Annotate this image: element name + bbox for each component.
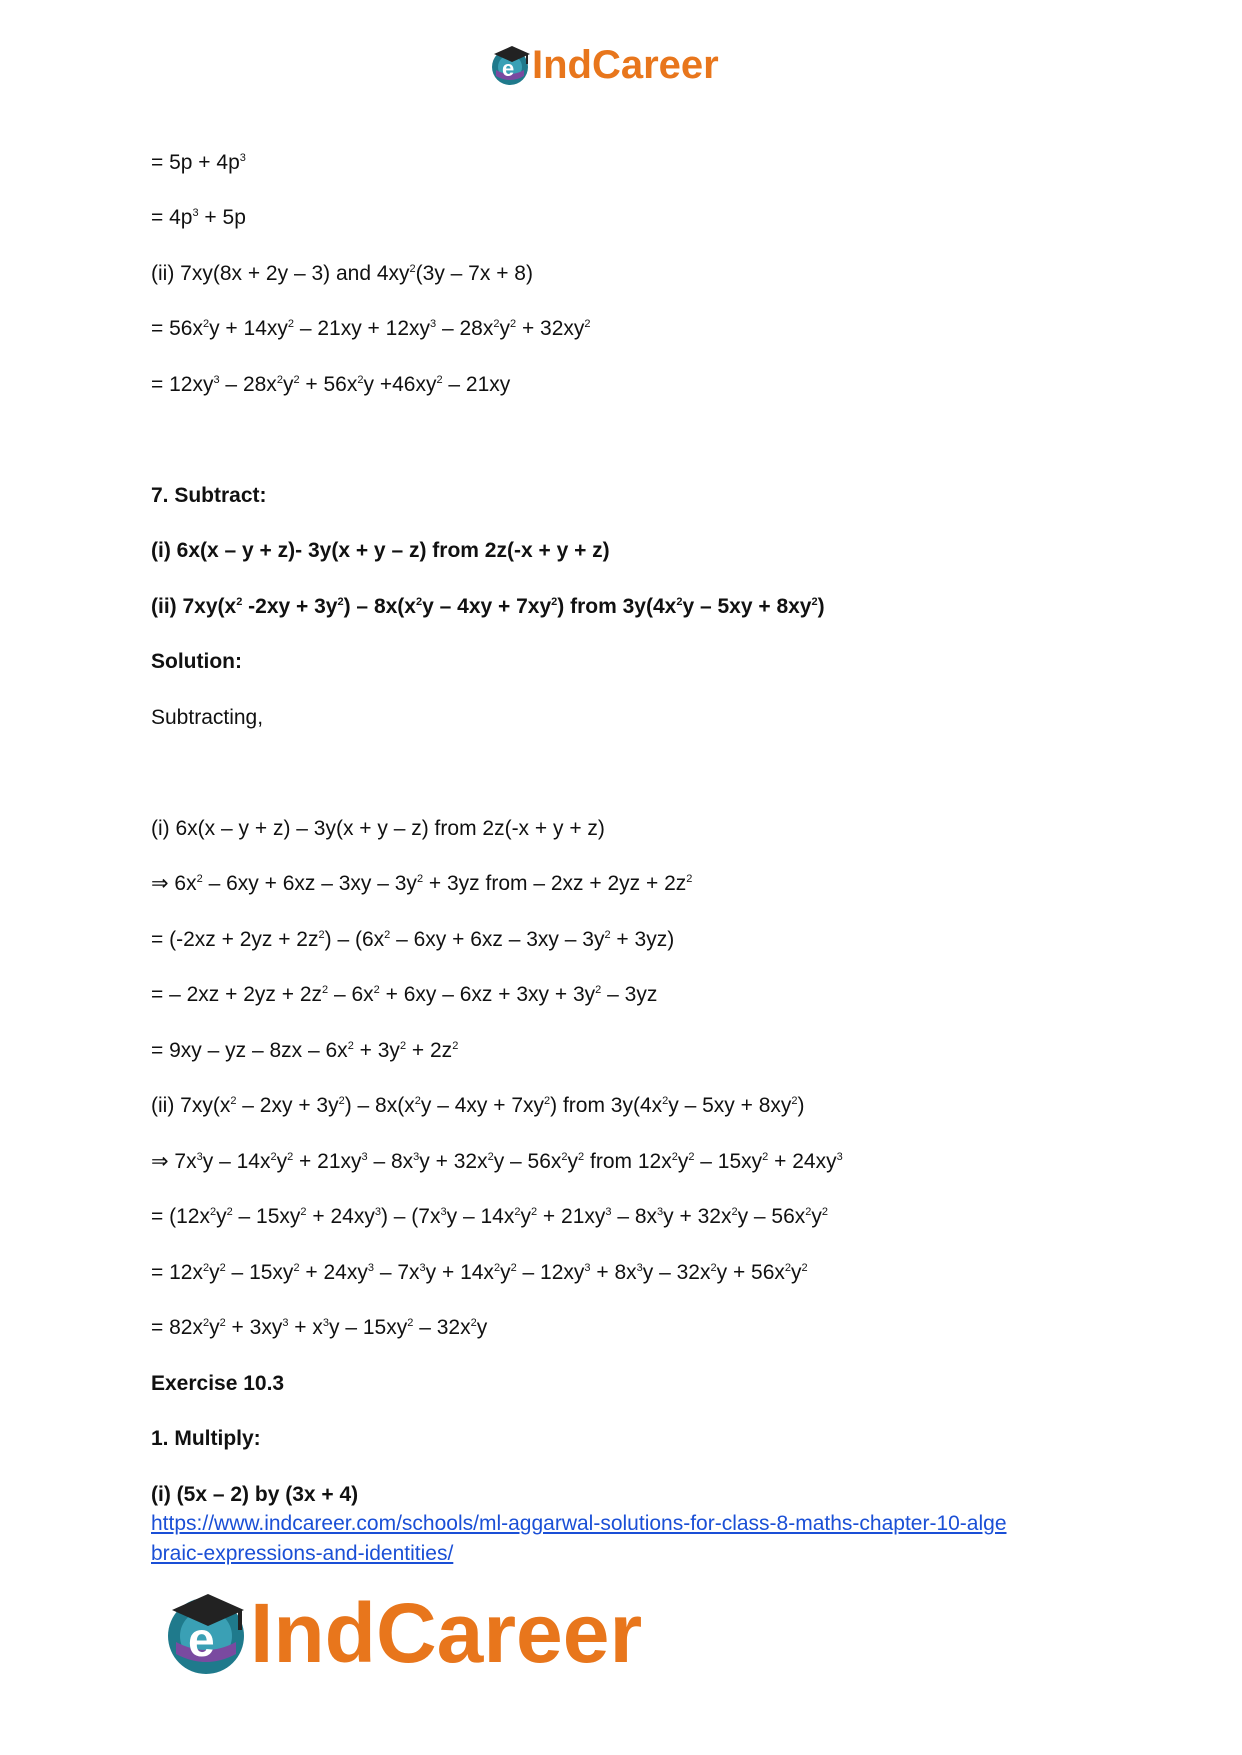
equation-line: = $5p + 4p^3$ [151,151,246,174]
equation-line: = $12xy^3 - 28x^2y^2 + 56x^2y +46xy^2 - 21xy$ [151,373,511,396]
equation-line: ⇒ $6x^2 - 6xy + 6xz - 3xy - 3y^2 + 3yz$ from – $2xz + 2yz + 2z^2$ [151,872,693,895]
solution-text: Subtracting, [151,706,264,729]
link-line-2[interactable]: braic-expressions-and-identities/ [151,1542,454,1565]
equation-line: (ii) 7xy(8x + 2y – 3) and $4xy^2(3y - 7x + 8)$ [151,262,533,285]
equation-line: = $12x^2y^2 - 15xy^2 + 24xy^3 - 7x^3y + 14x^2y^2 - 12xy^3 + 8x^3y - 32x^2y + 56x^2y^2$ [151,1261,808,1284]
graduation-cap-logo-icon [492,46,530,85]
question-heading: 7. Subtract: [151,484,267,507]
logo-text: IndCareer [250,1586,643,1680]
equation-line: (i) 6x(x – y + z) – 3y(x + y – z) from 2z(-x + y + z) [151,817,605,840]
logo-text: IndCareer [532,43,719,87]
indcareer-logo-top [488,40,768,90]
equation-line: = $82x^2y^2 + 3xy^3 + x^3y - 15xy^2 - 32x^2y$ [151,1316,488,1339]
equation-line: = – $2xz + 2yz + 2z^2 - 6x^2 + 6xy - 6xz + 3xy + 3y^2 - 3yz$ [151,983,658,1006]
question-heading: 1. Multiply: [151,1427,261,1450]
graduation-cap-logo-icon [168,1594,244,1674]
equation-line: = $(12x^2y^2 - 15xy^2 + 24xy^3) - (7x^3y - 14x^2y^2 + 21xy^3 - 8x^3y + 32x^2y - 56x^2y^2$ [151,1205,829,1228]
question-part: (i) (5x – 2) by (3x + 4) [151,1483,359,1506]
link-line-1[interactable]: https://www.indcareer.com/schools/ml-aggarwal-solutions-for-class-8-maths-chapter-10-alge [151,1512,1007,1535]
equation-line: = $4p^3 + 5p$ [151,206,246,229]
exercise-heading: Exercise 10.3 [151,1372,285,1395]
equation-line: = $(-2xz + 2yz + 2z^2) - (6x^2 - 6xy + 6xz - 3xy - 3y^2 + 3yz)$ [151,928,675,951]
indcareer-logo-bottom [160,1582,720,1682]
source-link[interactable] [151,1509,1111,1569]
solution-heading: Solution: [151,650,242,673]
svg-text:e: e [502,56,515,81]
equation-line: ⇒ $7x^3y - 14x^2y^2 + 21xy^3 - 8x^3y + 32x^2y - 56x^2y^2$ from $12x^2y^2 - 15xy^2 + 24xy^3$ [151,1150,843,1173]
question-part: (i) 6x(x – y + z)- 3y(x + y – z) from 2z(-x + y + z) [151,539,610,562]
svg-text:e: e [188,1614,215,1667]
equation-line: = $56x^2y + 14xy^2 - 21xy + 12xy^3 - 28x^2y^2 + 32xy^2$ [151,317,591,340]
equation-line: (ii) $7xy(x^2 - 2xy + 3y^2) - 8x(x^2y - 4xy + 7xy^2)$ from $3y(4x^2y - 5xy + 8xy^2)$ [151,1094,805,1117]
question-part: (ii) $7xy(x^2$ $-2xy + 3y^2) - 8x(x^2y - 4xy + 7xy^2)$ from $3y(4x^2y - 5xy + 8xy^2)$ [151,595,825,618]
equation-line: = 9xy – yz – $8zx - 6x^2 + 3y^2 + 2z^2$ [151,1039,459,1062]
